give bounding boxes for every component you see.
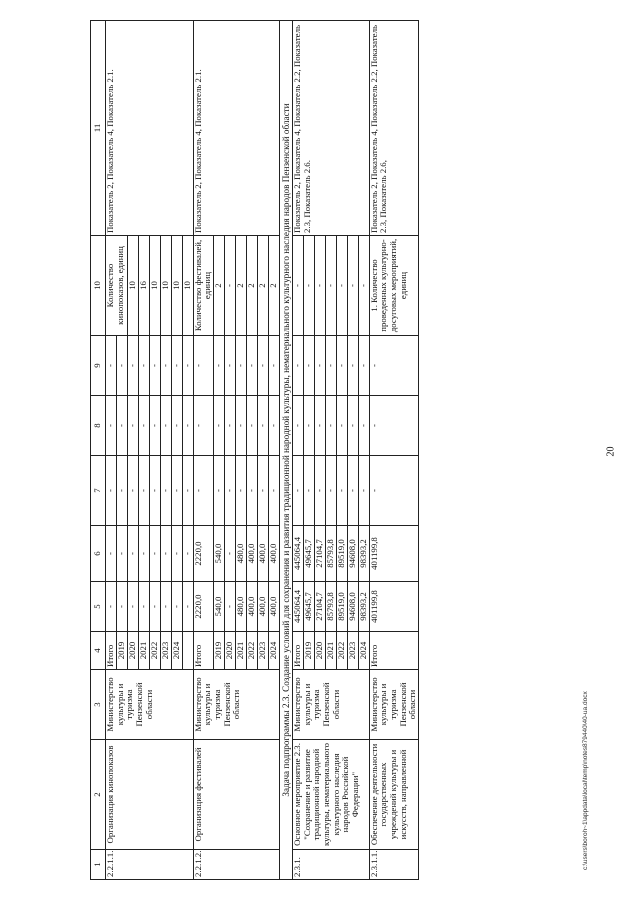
header-cell: 11 bbox=[91, 21, 106, 236]
header-cell: 3 bbox=[91, 670, 106, 740]
year-cell: 2019 bbox=[116, 632, 127, 670]
indicator-value: - bbox=[336, 236, 347, 336]
table-row bbox=[106, 21, 117, 880]
value-cell: - bbox=[314, 396, 325, 456]
measure-name: Обеспечение деятельности государственных учреждений культуры и искусств, направленной bbox=[369, 740, 418, 850]
value-cell: 89519,0 bbox=[336, 526, 347, 582]
executor: Министерство культуры и туризма Пензенской области bbox=[293, 670, 370, 740]
indicator-name: Количество кинопоказов, единиц bbox=[106, 236, 128, 336]
value-cell: - bbox=[325, 456, 336, 526]
value-cell: - bbox=[303, 396, 314, 456]
value-cell: 98393,2 bbox=[358, 526, 369, 582]
value-cell: - bbox=[160, 336, 171, 396]
indicator-value: - bbox=[347, 236, 358, 336]
table-row bbox=[293, 21, 304, 880]
value-cell: - bbox=[138, 396, 149, 456]
value-cell: 400,0 bbox=[258, 526, 269, 582]
indicator-value: 10 bbox=[160, 236, 171, 336]
value-cell: 445064,4 bbox=[293, 526, 304, 582]
value-cell: 94608,0 bbox=[347, 526, 358, 582]
value-cell: - bbox=[293, 396, 304, 456]
value-cell: - bbox=[314, 456, 325, 526]
year-cell: 2020 bbox=[225, 632, 236, 670]
value-cell: - bbox=[258, 456, 269, 526]
value-cell: 401199,8 bbox=[369, 526, 418, 582]
indicator-value: 2 bbox=[214, 236, 225, 336]
row-number: 2.2.1.1. bbox=[106, 850, 194, 880]
value-cell: - bbox=[138, 456, 149, 526]
program-table bbox=[90, 20, 419, 880]
row-number: 2.3.1.1. bbox=[369, 850, 418, 880]
value-cell: - bbox=[127, 336, 138, 396]
header-cell: 8 bbox=[91, 396, 106, 456]
value-cell: - bbox=[269, 456, 280, 526]
indicator-value: 2 bbox=[269, 236, 280, 336]
executor: Министерство культуры и туризма Пензенской области bbox=[193, 670, 279, 740]
year-cell: 2022 bbox=[149, 632, 160, 670]
value-cell: - bbox=[182, 336, 193, 396]
period-label: Итого bbox=[193, 632, 213, 670]
value-cell: 480,0 bbox=[236, 582, 247, 632]
value-cell: 27104,7 bbox=[314, 582, 325, 632]
period-label: Итого bbox=[293, 632, 304, 670]
value-cell: - bbox=[138, 526, 149, 582]
value-cell: - bbox=[369, 456, 418, 526]
year-cell: 2024 bbox=[171, 632, 182, 670]
year-cell: 2022 bbox=[336, 632, 347, 670]
value-cell: 85793,8 bbox=[325, 582, 336, 632]
value-cell: - bbox=[347, 396, 358, 456]
indicator-name: Количество фестивалей, единиц bbox=[193, 236, 213, 336]
value-cell: - bbox=[269, 396, 280, 456]
header-cell: 1 bbox=[91, 850, 106, 880]
value-cell: 400,0 bbox=[269, 526, 280, 582]
value-cell: - bbox=[325, 336, 336, 396]
value-cell: 98393,2 bbox=[358, 582, 369, 632]
value-cell: - bbox=[336, 456, 347, 526]
indicator-links: Показатель 2, Показатель 4, Показатель 2.1. bbox=[106, 21, 194, 236]
header-cell: 7 bbox=[91, 456, 106, 526]
page-number: 20 bbox=[605, 446, 617, 457]
value-cell: - bbox=[106, 456, 117, 526]
task-heading: Задача подпрограммы 2.3. Создание условий для сохранения и развития традиционной народной культуры, нематериального культурного наследия народов Пензенской области bbox=[280, 21, 293, 880]
year-cell: 2023 bbox=[160, 632, 171, 670]
year-cell: 2020 bbox=[127, 632, 138, 670]
value-cell: - bbox=[171, 582, 182, 632]
value-cell: - bbox=[336, 336, 347, 396]
row-number: 2.2.1.2. bbox=[193, 850, 279, 880]
row-number: 2.3.1. bbox=[293, 850, 370, 880]
value-cell: - bbox=[138, 582, 149, 632]
measure-name: Организация фестивалей bbox=[193, 740, 279, 850]
value-cell: 540,0 bbox=[214, 582, 225, 632]
value-cell: - bbox=[225, 336, 236, 396]
value-cell: - bbox=[314, 336, 325, 396]
value-cell: - bbox=[214, 456, 225, 526]
value-cell: - bbox=[116, 336, 127, 396]
value-cell: - bbox=[116, 456, 127, 526]
header-cell: 5 bbox=[91, 582, 106, 632]
value-cell: - bbox=[347, 456, 358, 526]
year-cell: 2023 bbox=[347, 632, 358, 670]
value-cell: - bbox=[149, 526, 160, 582]
value-cell: - bbox=[182, 526, 193, 582]
value-cell: - bbox=[258, 396, 269, 456]
indicator-value: - bbox=[314, 236, 325, 336]
rotated-table-container bbox=[90, 20, 545, 880]
indicator-value: - bbox=[225, 236, 236, 336]
year-cell: 2022 bbox=[247, 632, 258, 670]
indicator-name: - bbox=[293, 236, 304, 336]
value-cell: - bbox=[303, 456, 314, 526]
value-cell: 400,0 bbox=[247, 526, 258, 582]
value-cell: - bbox=[347, 336, 358, 396]
value-cell: - bbox=[149, 582, 160, 632]
indicator-links: Показатель 2, Показатель 4, Показатель 2.2, Показатель 2.3, Показатель 2.6, bbox=[369, 21, 418, 236]
value-cell: - bbox=[293, 336, 304, 396]
value-cell: - bbox=[193, 336, 213, 396]
value-cell: 49645,7 bbox=[303, 526, 314, 582]
year-cell: 2019 bbox=[303, 632, 314, 670]
header-row bbox=[91, 21, 106, 880]
table-row bbox=[193, 21, 213, 880]
value-cell: - bbox=[269, 336, 280, 396]
footer-file-path: c:\users\boroh~1\appdata\local\temp\notes879440\40-ua.docx bbox=[582, 691, 589, 870]
year-cell: 2024 bbox=[358, 632, 369, 670]
indicator-value: 2 bbox=[247, 236, 258, 336]
value-cell: 400,0 bbox=[247, 582, 258, 632]
value-cell: - bbox=[325, 396, 336, 456]
value-cell: - bbox=[225, 526, 236, 582]
value-cell: - bbox=[358, 336, 369, 396]
value-cell: - bbox=[358, 456, 369, 526]
period-label: Итого bbox=[106, 632, 117, 670]
value-cell: - bbox=[160, 526, 171, 582]
value-cell: - bbox=[106, 582, 117, 632]
value-cell: - bbox=[149, 336, 160, 396]
indicator-value: 16 bbox=[138, 236, 149, 336]
indicator-value: 2 bbox=[258, 236, 269, 336]
indicator-value: - bbox=[303, 236, 314, 336]
value-cell: - bbox=[247, 396, 258, 456]
year-cell: 2021 bbox=[325, 632, 336, 670]
value-cell: - bbox=[116, 396, 127, 456]
value-cell: 27104,7 bbox=[314, 526, 325, 582]
year-cell: 2021 bbox=[236, 632, 247, 670]
value-cell: - bbox=[138, 336, 149, 396]
indicator-value: 10 bbox=[149, 236, 160, 336]
value-cell: - bbox=[225, 582, 236, 632]
executor: Министерство культуры и туризма Пензенской области bbox=[106, 670, 194, 740]
measure-name: Организация кинопоказов bbox=[106, 740, 194, 850]
value-cell: 2220,0 bbox=[193, 526, 213, 582]
header-cell: 4 bbox=[91, 632, 106, 670]
value-cell: - bbox=[247, 456, 258, 526]
value-cell: - bbox=[193, 396, 213, 456]
value-cell: - bbox=[214, 336, 225, 396]
value-cell: - bbox=[106, 526, 117, 582]
value-cell: - bbox=[236, 336, 247, 396]
year-cell: 2023 bbox=[258, 632, 269, 670]
value-cell: - bbox=[225, 396, 236, 456]
value-cell: 401199,8 bbox=[369, 582, 418, 632]
value-cell: - bbox=[236, 456, 247, 526]
header-cell: 2 bbox=[91, 740, 106, 850]
value-cell: - bbox=[214, 396, 225, 456]
indicator-links: Показатель 2, Показатель 4, Показатель 2.2, Показатель 2.3, Показатель 2.6. bbox=[293, 21, 370, 236]
value-cell: - bbox=[160, 582, 171, 632]
value-cell: - bbox=[358, 396, 369, 456]
value-cell: - bbox=[106, 336, 117, 396]
value-cell: 480,0 bbox=[236, 526, 247, 582]
value-cell: - bbox=[106, 396, 117, 456]
value-cell: 49645,7 bbox=[303, 582, 314, 632]
value-cell: - bbox=[182, 396, 193, 456]
value-cell: - bbox=[116, 582, 127, 632]
value-cell: 445064,4 bbox=[293, 582, 304, 632]
value-cell: - bbox=[127, 456, 138, 526]
value-cell: - bbox=[127, 396, 138, 456]
value-cell: - bbox=[258, 336, 269, 396]
indicator-value: 2 bbox=[236, 236, 247, 336]
value-cell: 540,0 bbox=[214, 526, 225, 582]
value-cell: - bbox=[171, 456, 182, 526]
value-cell: - bbox=[236, 396, 247, 456]
year-cell: 2020 bbox=[314, 632, 325, 670]
year-cell: 2024 bbox=[269, 632, 280, 670]
task-heading-row bbox=[280, 21, 293, 880]
indicator-value: - bbox=[358, 236, 369, 336]
value-cell: - bbox=[369, 396, 418, 456]
value-cell: - bbox=[116, 526, 127, 582]
value-cell: 2220,0 bbox=[193, 582, 213, 632]
value-cell: - bbox=[127, 526, 138, 582]
header-cell: 9 bbox=[91, 336, 106, 396]
value-cell: - bbox=[225, 456, 236, 526]
value-cell: - bbox=[303, 336, 314, 396]
value-cell: - bbox=[293, 456, 304, 526]
value-cell: - bbox=[149, 396, 160, 456]
value-cell: 400,0 bbox=[258, 582, 269, 632]
value-cell: - bbox=[369, 336, 418, 396]
header-cell: 6 bbox=[91, 526, 106, 582]
indicator-value: 10 bbox=[182, 236, 193, 336]
indicator-name: 1. Количество проведенных культурно-досуговых мероприятий, единиц bbox=[369, 236, 418, 336]
measure-name: Основное мероприятие 2.3. "Сохранение и развитие традиционной народной культуры, нематериального культурного наследия народов Российской Федерации" bbox=[293, 740, 370, 850]
value-cell: - bbox=[171, 396, 182, 456]
value-cell: - bbox=[160, 456, 171, 526]
indicator-value: 10 bbox=[127, 236, 138, 336]
value-cell: - bbox=[127, 582, 138, 632]
header-cell: 10 bbox=[91, 236, 106, 336]
value-cell: - bbox=[247, 336, 258, 396]
indicator-value: 10 bbox=[171, 236, 182, 336]
executor: Министерство культуры и туризма Пензенской области bbox=[369, 670, 418, 740]
value-cell: 89519,0 bbox=[336, 582, 347, 632]
year-cell: 2021 bbox=[138, 632, 149, 670]
indicator-links: Показатель 2, Показатель 4, Показатель 2.1. bbox=[193, 21, 279, 236]
value-cell: - bbox=[149, 456, 160, 526]
value-cell: - bbox=[182, 582, 193, 632]
table-row bbox=[369, 21, 418, 880]
indicator-value: - bbox=[325, 236, 336, 336]
year-cell: 2019 bbox=[214, 632, 225, 670]
value-cell: 94608,0 bbox=[347, 582, 358, 632]
value-cell: - bbox=[193, 456, 213, 526]
value-cell: 400,0 bbox=[269, 582, 280, 632]
period-label: Итого bbox=[369, 632, 418, 670]
value-cell: 85793,8 bbox=[325, 526, 336, 582]
value-cell: - bbox=[171, 336, 182, 396]
value-cell: - bbox=[171, 526, 182, 582]
value-cell: - bbox=[336, 396, 347, 456]
value-cell: - bbox=[160, 396, 171, 456]
value-cell: - bbox=[182, 456, 193, 526]
